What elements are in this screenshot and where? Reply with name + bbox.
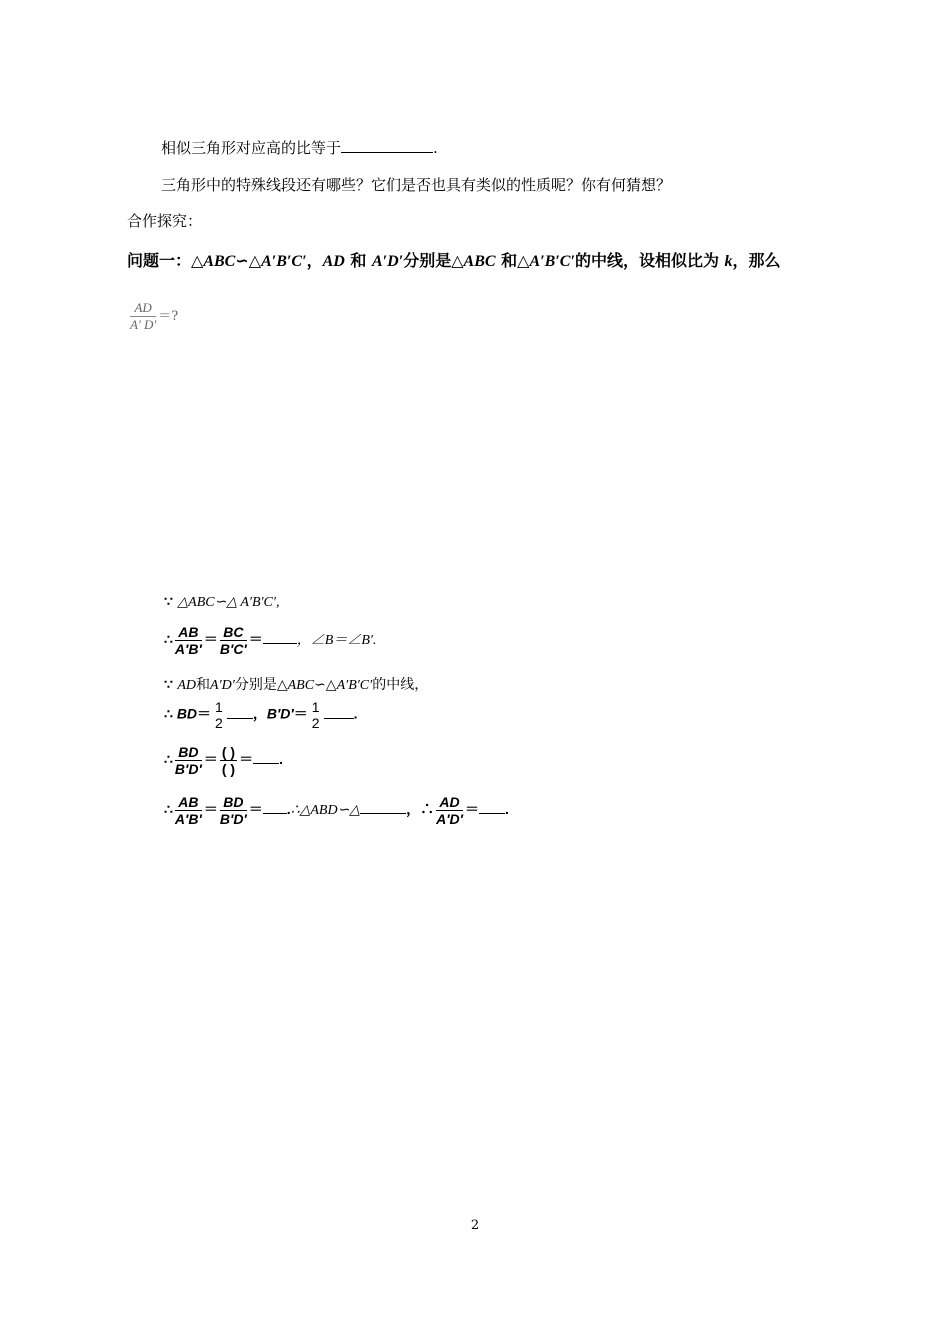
intro-line-1-end: . bbox=[433, 139, 438, 157]
fraction-numerator: AD bbox=[130, 300, 156, 317]
equals: ＝ bbox=[203, 751, 218, 768]
triangle-symbol: △ bbox=[191, 251, 204, 270]
frac-numerator: 1 bbox=[215, 699, 223, 715]
proof-line-1-text: △ABC∽△ A′B′C′, bbox=[177, 595, 280, 610]
problem-label: 问题一： bbox=[127, 251, 192, 270]
equals: ＝ bbox=[203, 631, 218, 648]
answer-blank[interactable] bbox=[263, 629, 297, 644]
frac-numerator: BC bbox=[220, 624, 247, 641]
answer-blank[interactable] bbox=[324, 704, 354, 719]
frac-denominator: B′D′ bbox=[174, 761, 202, 777]
frac-denominator: A′B′ bbox=[174, 811, 202, 827]
comma: ， bbox=[306, 251, 323, 270]
frac-numerator: 1 bbox=[311, 699, 320, 715]
answer-blank[interactable] bbox=[253, 749, 279, 764]
angle-equality: ，∠B＝∠B′. bbox=[296, 633, 377, 649]
frac-denominator: A′B′ bbox=[174, 641, 202, 657]
therefore-symbol: ∴ bbox=[164, 705, 173, 722]
ratio-k: k bbox=[724, 253, 733, 270]
therefore-symbol: ∴ bbox=[164, 631, 173, 648]
answer-blank[interactable] bbox=[227, 704, 253, 719]
frac-numerator: AB bbox=[175, 794, 202, 811]
frac-denominator: B′D′ bbox=[219, 811, 247, 827]
proof-line-5 bbox=[164, 744, 283, 777]
answer-blank[interactable] bbox=[479, 799, 505, 814]
period: . bbox=[353, 705, 358, 722]
equals: ＝ bbox=[293, 705, 308, 722]
triangle-abc: ABC bbox=[287, 678, 315, 693]
segment-bd-prime: B′D′ bbox=[266, 705, 294, 722]
median-text: 的中线， bbox=[372, 677, 429, 693]
segment-ad-prime: A′D′ bbox=[371, 253, 404, 270]
period: . bbox=[286, 801, 291, 818]
triangle-abc-prime: A′B′C′ bbox=[261, 253, 307, 270]
problem-tail: 的中线，设相似比为 bbox=[574, 251, 725, 270]
period: . bbox=[505, 801, 509, 818]
answer-blank[interactable] bbox=[341, 138, 433, 153]
answer-blank[interactable] bbox=[263, 799, 287, 814]
triangle-abd-similar: ∴△ABD∽△ bbox=[290, 803, 361, 819]
therefore-symbol: ∴ bbox=[164, 751, 173, 768]
segment-ad: AD bbox=[177, 678, 197, 693]
intro-line-2: 三角形中的特殊线段还有哪些？它们是否也具有类似的性质呢？你有何猜想？ bbox=[161, 176, 672, 194]
segment-ad: AD bbox=[322, 253, 345, 270]
comma: ， bbox=[252, 705, 267, 722]
proof-line-2 bbox=[164, 624, 376, 657]
triangle-abc-prime: A′B′C′ bbox=[336, 678, 373, 693]
therefore-symbol: ∴ bbox=[420, 801, 435, 818]
problem-statement bbox=[127, 248, 781, 271]
proof-line-6 bbox=[164, 794, 509, 827]
page-number: 2 bbox=[470, 1218, 480, 1233]
period: . bbox=[279, 751, 283, 768]
because-symbol: ∵ bbox=[164, 677, 173, 693]
triangle-abc: ABC bbox=[203, 253, 236, 270]
and-word-2: 和△ bbox=[495, 251, 530, 270]
equals: ＝ bbox=[239, 751, 254, 768]
proof-line-1 bbox=[164, 594, 279, 611]
problem-end: ，那么 bbox=[732, 251, 781, 270]
frac-denominator: 2 bbox=[311, 715, 320, 731]
proof-line-4 bbox=[164, 699, 357, 731]
frac-denominator: A′D′ bbox=[436, 811, 464, 827]
triangle-abc-2: ABC bbox=[463, 253, 496, 270]
respectively-text: 分别是△ bbox=[234, 677, 288, 693]
because-symbol: ∵ bbox=[164, 594, 173, 610]
proof-line-3 bbox=[164, 674, 428, 694]
equals: ＝ bbox=[203, 801, 218, 818]
equals: ＝ bbox=[248, 631, 263, 648]
comma: ， bbox=[406, 801, 421, 818]
frac-numerator: ( ) bbox=[221, 744, 236, 760]
equals: ＝ bbox=[197, 705, 212, 722]
and-word: 和 bbox=[196, 677, 211, 693]
equals: ＝ bbox=[248, 801, 263, 818]
frac-denominator: 2 bbox=[215, 715, 223, 731]
equals: ＝ bbox=[465, 801, 480, 818]
intro-line-1-text: 相似三角形对应高的比等于 bbox=[161, 139, 342, 157]
triangle-symbol-2: △ bbox=[248, 251, 262, 270]
therefore-symbol: ∴ bbox=[164, 801, 173, 818]
frac-numerator: BD bbox=[220, 794, 247, 811]
question-fraction bbox=[128, 300, 178, 333]
section-heading: 合作探究： bbox=[127, 212, 203, 230]
respectively-text: 分别是△ bbox=[403, 251, 464, 270]
fraction-denominator: A′ D′ bbox=[130, 317, 157, 332]
intro-line-1 bbox=[161, 137, 438, 158]
frac-denominator: ( ) bbox=[221, 761, 236, 777]
segment-ad-prime: A′D′ bbox=[210, 678, 235, 693]
similar-symbol: ∽ bbox=[235, 251, 249, 270]
triangle-abc-prime-2: A′B′C′ bbox=[529, 253, 575, 270]
and-word: 和 bbox=[344, 251, 372, 270]
frac-denominator: B′C′ bbox=[219, 641, 247, 657]
segment-bd: BD bbox=[176, 705, 198, 722]
frac-numerator: AD bbox=[436, 794, 463, 811]
answer-blank[interactable] bbox=[360, 799, 406, 814]
similar-symbol: ∽△ bbox=[314, 677, 337, 693]
question-mark: ＝? bbox=[158, 309, 179, 324]
frac-numerator: AB bbox=[175, 624, 202, 641]
frac-numerator: BD bbox=[175, 744, 202, 761]
